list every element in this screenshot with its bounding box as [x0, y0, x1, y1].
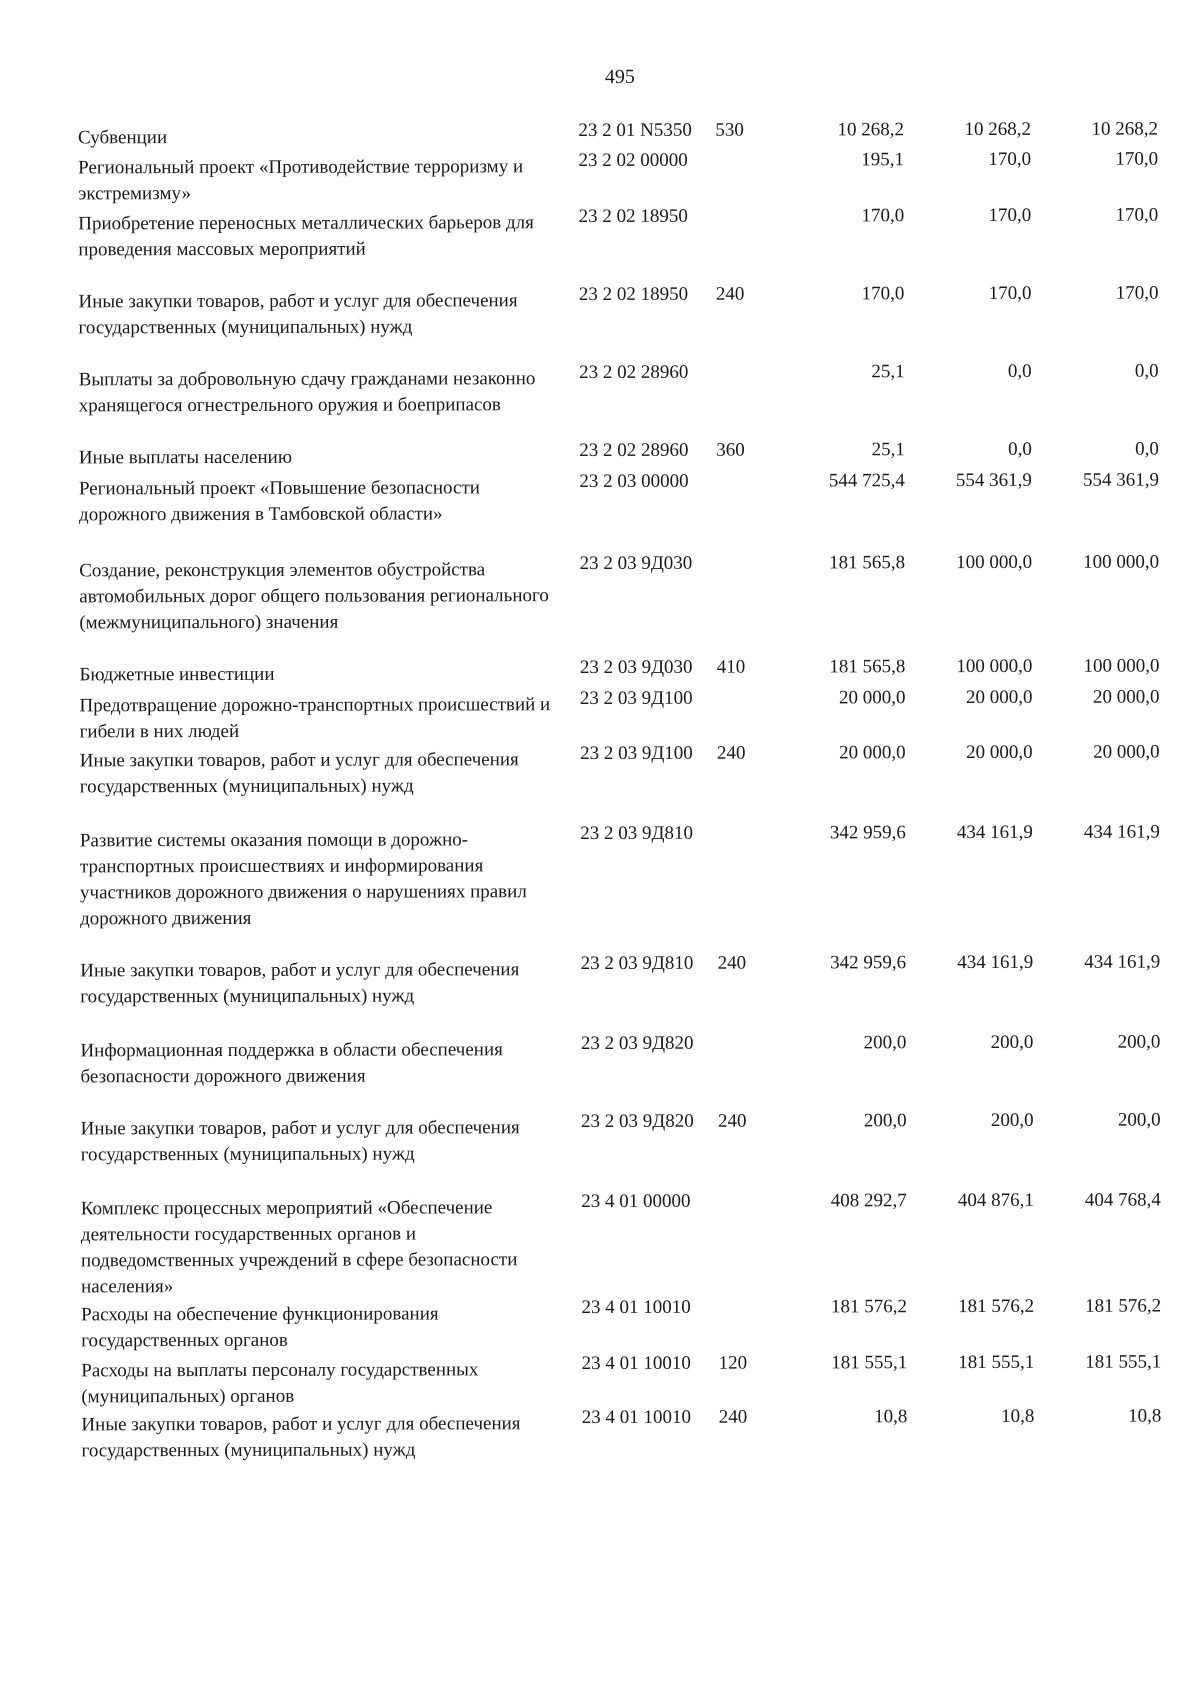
- table-row: [81, 1294, 1161, 1353]
- amount-year-2: 434 161,9: [906, 820, 1033, 846]
- item-name: Иные закупки товаров, работ и услуг для обеспечения государственных (муниципальных) нужд: [81, 1405, 558, 1464]
- item-name: Региональный проект «Противодействие терроризму и экстремизму»: [78, 148, 555, 207]
- classification-code: 23 4 01 10010: [581, 1295, 718, 1321]
- expense-type: 530: [715, 118, 765, 144]
- table-row: [81, 1108, 1161, 1191]
- amount-year-3: 170,0: [1031, 147, 1158, 173]
- item-name: Региональный проект «Повышение безопасности дорожного движения в Тамбовской области»: [79, 469, 556, 528]
- amount-year-2: 20 000,0: [906, 740, 1033, 766]
- amount-year-2: 200,0: [906, 1030, 1033, 1056]
- classification-code: 23 2 03 00000: [579, 469, 716, 495]
- table-row: [81, 1350, 1161, 1407]
- amount-year-3: 200,0: [1033, 1030, 1160, 1056]
- table-row: [79, 468, 1159, 553]
- amount-year-2: 170,0: [904, 203, 1031, 229]
- amount-year-3: 181 576,2: [1034, 1294, 1161, 1320]
- classification-code: 23 2 03 9Д820: [581, 1109, 718, 1135]
- classification-code: 23 2 03 9Д810: [580, 821, 717, 847]
- amount-year-3: 170,0: [1031, 281, 1158, 307]
- amount-year-3: 10 268,2: [1031, 117, 1158, 143]
- amount-year-3: 100 000,0: [1032, 550, 1159, 576]
- item-name: Иные выплаты населению: [79, 438, 555, 471]
- classification-code: 23 2 03 9Д100: [580, 741, 717, 767]
- table-row: [80, 950, 1160, 1033]
- amount-year-2: 170,0: [904, 281, 1031, 307]
- amount-year-3: 20 000,0: [1032, 685, 1159, 711]
- table-row: [81, 1188, 1161, 1297]
- amount-year-3: 554 361,9: [1032, 468, 1159, 494]
- item-name: Иные закупки товаров, работ и услуг для обеспечения государственных (муниципальных) нужд: [80, 741, 557, 800]
- table-row: [79, 437, 1159, 471]
- amount-year-2: 181 576,2: [907, 1294, 1034, 1320]
- amount-year-1: 544 725,4: [766, 468, 905, 494]
- amount-year-3: 181 555,1: [1034, 1350, 1161, 1376]
- amount-year-2: 20 000,0: [905, 685, 1032, 711]
- amount-year-3: 0,0: [1032, 359, 1159, 385]
- amount-year-2: 0,0: [905, 437, 1032, 463]
- item-name: Иные закупки товаров, работ и услуг для обеспечения государственных (муниципальных) нужд: [78, 282, 555, 341]
- amount-year-2: 434 161,9: [906, 950, 1033, 976]
- amount-year-1: 200,0: [767, 1030, 906, 1056]
- amount-year-2: 0,0: [905, 359, 1032, 385]
- page-number: 495: [0, 64, 1200, 90]
- table-row: [78, 281, 1158, 362]
- item-name: Комплекс процессных мероприятий «Обеспечение деятельности государственных органов и подведомственных учреждений в сфере безопасности населения»: [81, 1189, 558, 1300]
- classification-code: 23 2 03 9Д810: [581, 951, 718, 977]
- expense-type: 240: [716, 282, 766, 308]
- amount-year-1: 342 959,6: [767, 950, 906, 976]
- amount-year-1: 25,1: [766, 359, 905, 385]
- classification-code: 23 2 03 9Д100: [580, 686, 717, 712]
- classification-code: 23 4 01 10010: [582, 1405, 719, 1431]
- amount-year-1: 10,8: [768, 1404, 907, 1430]
- classification-code: 23 2 02 00000: [578, 148, 715, 174]
- table-row: [79, 685, 1159, 743]
- item-name: Создание, реконструкция элементов обустройства автомобильных дорог общего пользования регионального (межмуниципального) значения: [79, 551, 556, 636]
- classification-code: 23 2 02 28960: [579, 438, 716, 464]
- classification-code: 23 2 03 9Д030: [580, 655, 717, 681]
- item-name: Иные закупки товаров, работ и услуг для обеспечения государственных (муниципальных) нужд: [80, 951, 557, 1010]
- table-row: [80, 1030, 1160, 1111]
- classification-code: 23 2 03 9Д030: [580, 551, 717, 577]
- amount-year-1: 181 555,1: [768, 1350, 907, 1376]
- amount-year-3: 0,0: [1032, 437, 1159, 463]
- table-row: [79, 359, 1159, 440]
- item-name: Приобретение переносных металлических барьеров для проведения массовых мероприятий: [78, 204, 555, 263]
- item-name: Бюджетные инвестиции: [79, 655, 555, 688]
- amount-year-2: 404 876,1: [907, 1188, 1034, 1214]
- table-row: [79, 654, 1159, 688]
- amount-year-2: 554 361,9: [905, 468, 1032, 494]
- table-row: [78, 117, 1158, 150]
- item-name: Выплаты за добровольную сдачу гражданами незаконно хранящегося огнестрельного оружия и боеприпасов: [79, 360, 556, 419]
- amount-year-1: 200,0: [768, 1108, 907, 1134]
- amount-year-1: 20 000,0: [766, 685, 905, 711]
- amount-year-1: 10 268,2: [765, 117, 904, 143]
- expense-type: 240: [718, 1109, 768, 1135]
- expense-type: 410: [717, 655, 767, 681]
- budget-table: [78, 117, 1162, 1487]
- amount-year-1: 20 000,0: [767, 740, 906, 766]
- amount-year-1: 342 959,6: [767, 820, 906, 846]
- item-name: Расходы на выплаты персоналу государственных (муниципальных) органов: [81, 1351, 558, 1410]
- item-name: Субвенции: [78, 118, 554, 151]
- table-row: [79, 550, 1159, 657]
- item-name: Предотвращение дорожно-транспортных происшествий и гибели в них людей: [79, 686, 556, 745]
- amount-year-3: 200,0: [1034, 1108, 1161, 1134]
- amount-year-1: 25,1: [766, 437, 905, 463]
- table-row: [78, 203, 1158, 284]
- amount-year-3: 10,8: [1034, 1404, 1161, 1430]
- amount-year-1: 195,1: [765, 147, 904, 173]
- amount-year-2: 181 555,1: [907, 1350, 1034, 1376]
- amount-year-1: 170,0: [765, 203, 904, 229]
- item-name: Расходы на обеспечение функционирования государственных органов: [81, 1295, 558, 1354]
- classification-code: 23 2 02 28960: [579, 360, 716, 386]
- expense-type: 240: [717, 741, 767, 767]
- expense-type: 120: [719, 1351, 769, 1377]
- amount-year-2: 10 268,2: [904, 117, 1031, 143]
- classification-code: 23 2 02 18950: [579, 204, 716, 230]
- amount-year-2: 170,0: [904, 147, 1031, 173]
- amount-year-1: 170,0: [765, 281, 904, 307]
- classification-code: 23 2 03 9Д820: [581, 1031, 718, 1057]
- item-name: Информационная поддержка в области обеспечения безопасности дорожного движения: [80, 1031, 557, 1090]
- amount-year-1: 181 576,2: [768, 1294, 907, 1320]
- table-row: [80, 820, 1160, 953]
- classification-code: 23 2 02 18950: [579, 282, 716, 308]
- amount-year-3: 170,0: [1031, 203, 1158, 229]
- amount-year-2: 10,8: [907, 1404, 1034, 1430]
- amount-year-3: 100 000,0: [1032, 654, 1159, 680]
- table-row: [81, 1404, 1161, 1487]
- expense-type: 240: [719, 1405, 769, 1431]
- item-name: Иные закупки товаров, работ и услуг для обеспечения государственных (муниципальных) нужд: [81, 1109, 558, 1168]
- classification-code: 23 4 01 00000: [581, 1189, 718, 1215]
- amount-year-3: 434 161,9: [1033, 950, 1160, 976]
- table-row: [78, 147, 1158, 206]
- amount-year-1: 181 565,8: [766, 550, 905, 576]
- amount-year-3: 20 000,0: [1033, 740, 1160, 766]
- classification-code: 23 2 01 N5350: [578, 118, 715, 144]
- classification-code: 23 4 01 10010: [582, 1351, 719, 1377]
- expense-type: 360: [716, 438, 766, 464]
- table-row: [80, 740, 1160, 823]
- amount-year-3: 434 161,9: [1033, 820, 1160, 846]
- amount-year-1: 181 565,8: [766, 654, 905, 680]
- expense-type: 240: [718, 951, 768, 977]
- amount-year-1: 408 292,7: [768, 1188, 907, 1214]
- amount-year-2: 100 000,0: [905, 550, 1032, 576]
- amount-year-2: 100 000,0: [905, 654, 1032, 680]
- amount-year-3: 404 768,4: [1034, 1188, 1161, 1214]
- amount-year-2: 200,0: [907, 1108, 1034, 1134]
- item-name: Развитие системы оказания помощи в дорожно-транспортных происшествиях и информирования участников дорожного движения о нарушениях правил дорожного движения: [80, 821, 557, 932]
